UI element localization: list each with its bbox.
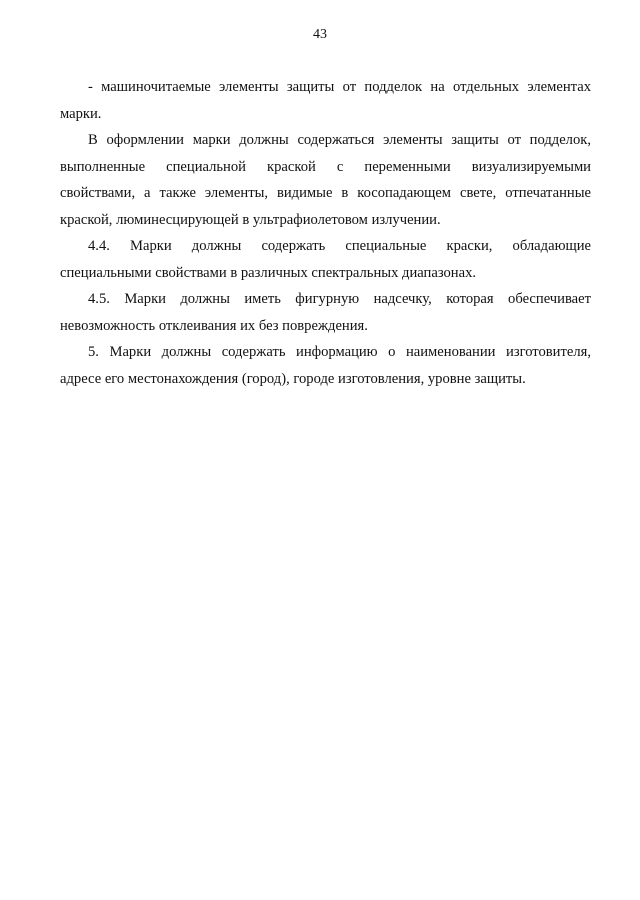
text-line: 4.4. Марки должны содержать специальные краски, обладающие — [88, 238, 591, 254]
text-line: 4.5. Марки должны иметь фигурную надсечку, которая обеспечивает — [88, 291, 591, 307]
paragraph — [60, 127, 591, 233]
text-line: специальными свойствами в различных спектральных диапазонах. — [60, 264, 477, 281]
text-line: адресе его местонахождения (город), городе изготовления, уровне защиты. — [60, 370, 526, 387]
text-line: 5. Марки должны содержать информацию о наименовании изготовителя, — [88, 344, 591, 360]
page-number: 43 — [313, 27, 327, 42]
text-line: выполненные специальной краской с переменными визуализируемыми — [60, 158, 591, 175]
text-line: краской, люминесцирующей в ультрафиолетовом излучении. — [60, 211, 441, 228]
text-line: - машиночитаемые элементы защиты от подделок на отдельных элементах — [88, 79, 591, 95]
text-line: марки. — [60, 105, 102, 122]
paragraph — [60, 339, 591, 392]
paragraph — [60, 233, 591, 286]
document-body — [60, 74, 591, 392]
paragraph — [60, 74, 591, 127]
paragraph — [60, 286, 591, 339]
text-line: свойствами, а также элементы, видимые в косопадающем свете, отпечатанные — [60, 185, 591, 201]
text-line: В оформлении марки должны содержаться элементы защиты от подделок, — [88, 132, 591, 148]
text-line: невозможность отклеивания их без повреждения. — [60, 317, 368, 334]
